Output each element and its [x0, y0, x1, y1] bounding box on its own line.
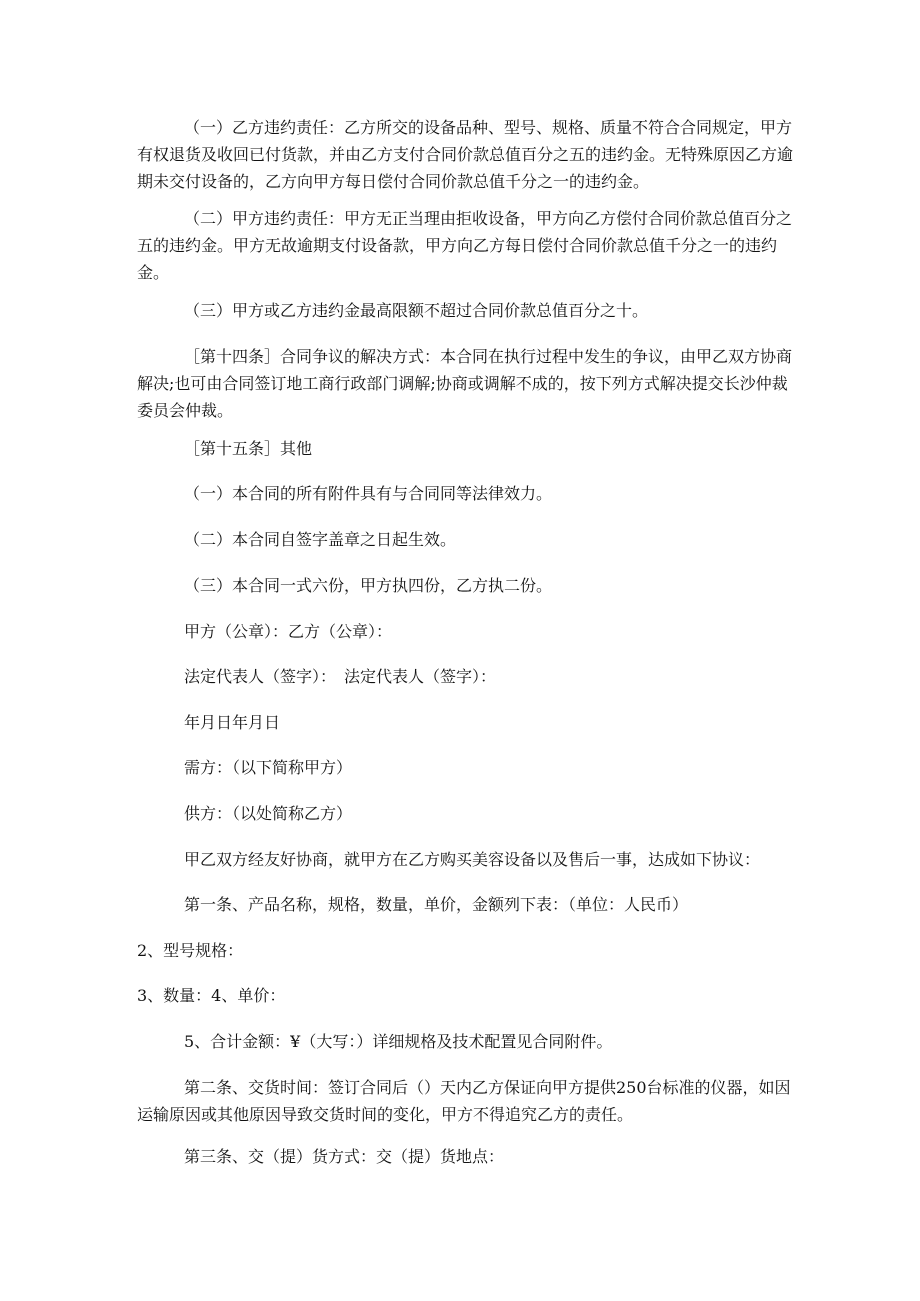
- clause-party-a-liability: （二）甲方违约责任：甲方无正当理由拒收设备，甲方向乙方偿付合同价款总值百分之五的违约金。甲方无故逾期支付设备款，甲方向乙方每日偿付合同价款总值千分之一的违约金。: [137, 209, 793, 282]
- buyer-line: 需方：（以下简称甲方）: [184, 758, 353, 777]
- article-1-product: 第一条、产品名称，规格，数量，单价，金额列下表：（单位：人民币）: [184, 895, 689, 914]
- supplier-line: 供方：（以处简称乙方）: [184, 804, 353, 823]
- article-15-item-2: （二）本合同自签字盖章之日起生效。: [184, 530, 457, 549]
- item-total-amount: 5、合计金额：¥（大写：）详细规格及技术配置见合同附件。: [184, 1032, 613, 1051]
- article-15-item-3: （三）本合同一式六份，甲方执四份，乙方执二份。: [184, 576, 553, 595]
- article-2-delivery-time: 第二条、交货时间：签订合同后（）天内乙方保证向甲方提供250台标准的仪器，如因运输原因或其他原因导致交货时间的变化，甲方不得追究乙方的责任。: [137, 1078, 791, 1124]
- date-line: 年月日年月日: [184, 713, 281, 732]
- agreement-intro: 甲乙双方经友好协商，就甲方在乙方购买美容设备以及售后一事，达成如下协议：: [184, 850, 761, 869]
- legal-representative-line: 法定代表人（签字）： 法定代表人（签字）：: [184, 667, 497, 686]
- article-3-delivery-method: 第三条、交（提）货方式：交（提）货地点：: [184, 1147, 505, 1166]
- item-model-spec: 2、型号规格：: [137, 941, 244, 960]
- item-quantity-price: 3、数量：4、单价：: [137, 986, 286, 1005]
- seal-line: 甲方（公章）：乙方（公章）：: [184, 622, 393, 641]
- clause-party-b-liability: （一）乙方违约责任：乙方所交的设备品种、型号、规格、质量不符合合同规定，甲方有权退货及收回已付货款，并由乙方支付合同价款总值百分之五的违约金。无特殊原因乙方逾期未交付设备的，乙方向甲方每日偿付合同价款总值千分之一的违约金。: [137, 118, 794, 191]
- clause-penalty-limit: （三）甲方或乙方违约金最高限额不超过合同价款总值百分之十。: [184, 301, 649, 320]
- article-15-heading: ［第十五条］其他: [184, 439, 313, 458]
- article-14-dispute-resolution: ［第十四条］合同争议的解决方式：本合同在执行过程中发生的争议，由甲乙双方协商解决;也可由合同签订地工商行政部门调解;协商或调解不成的，按下列方式解决提交长沙仲裁委员会仲裁。: [137, 347, 793, 420]
- article-15-item-1: （一）本合同的所有附件具有与合同同等法律效力。: [184, 484, 553, 503]
